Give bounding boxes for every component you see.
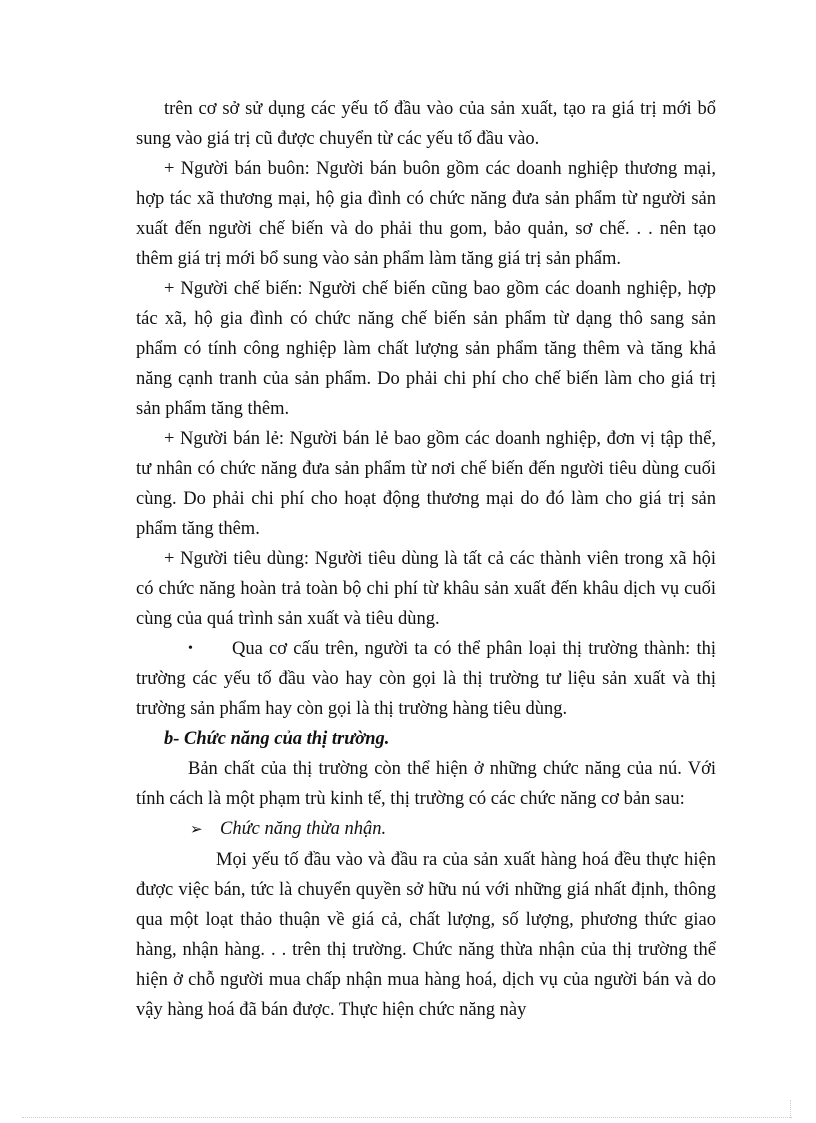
section-heading: b- Chức năng của thị trường. [164, 729, 390, 749]
arrow-bullet-icon: ➢ [190, 822, 203, 838]
paragraph-consumer: + Người tiêu dùng: Người tiêu dùng là tất cả các thành viên trong xã hội có chức năng hoàn trả toàn bộ chi phí từ khâu sản xuất đến khâu dịch vụ cuối cùng của quá trình sản xuất và tiêu dùng. [136, 549, 716, 629]
paragraph-value-added: trên cơ sở sử dụng các yếu tố đầu vào của sản xuất, tạo ra giá trị mới bổ sung vào giá trị cũ được chuyển từ các yếu tố đầu vào. [136, 99, 716, 149]
document-body [136, 94, 716, 1025]
paragraph-wholesaler: + Người bán buôn: Người bán buôn gồm các doanh nghiệp thương mại, hợp tác xã thương mại, hộ gia đình có chức năng đưa sản phẩm từ người sản xuất đến người chế biến và do phải thu gom, bảo quản, sơ chế. . . nên tạo thêm giá trị mới bổ sung vào sản phẩm làm tăng giá trị sản phẩm. [136, 159, 716, 269]
bullet-icon: • [188, 641, 193, 656]
page-corner-mark [790, 1100, 792, 1118]
bullet-paragraph-market-classification [136, 634, 716, 724]
paragraph-recognition-function: Mọi yếu tố đầu vào và đầu ra của sản xuất hàng hoá đều thực hiện được việc bán, tức là chuyển quyền sở hữu nú với những giá nhất định, thông qua một loạt thảo thuận về giá cả, chất lượng, số lượng, phương thức giao hàng, nhận hàng. . . trên thị trường. Chức năng thừa nhận của thị trường thể hiện ở chỗ người mua chấp nhận mua hàng hoá, dịch vụ của người bán và do vậy hàng hoá đã bán được. Thực hiện chức năng này [136, 850, 716, 1020]
paragraph-market-nature: Bản chất của thị trường còn thể hiện ở những chức năng của nú. Với tính cách là một phạm trù kinh tế, thị trường có các chức năng cơ bản sau: [136, 759, 716, 809]
bullet-paragraph-text: Qua cơ cấu trên, người ta có thể phân loại thị trường thành: thị trường các yếu tố đầu vào hay còn gọi là thị trường tư liệu sản xuất và thị trường sản phẩm hay còn gọi là thị trường hàng tiêu dùng. [136, 639, 716, 719]
page-bottom-border [22, 1117, 792, 1118]
arrow-list-item [136, 814, 716, 845]
arrow-list-item-text: Chức năng thừa nhận. [220, 819, 387, 839]
paragraph-processor: + Người chế biến: Người chế biến cũng bao gồm các doanh nghiệp, hợp tác xã, hộ gia đình có chức năng chế biến sản phẩm từ dạng thô sang sản phẩm có tính công nghiệp làm chất lượng sản phẩm tăng thêm và tăng khả năng cạnh tranh của sản phẩm. Do phải chi phí cho chế biến làm cho giá trị sản phẩm tăng thêm. [136, 279, 716, 419]
paragraph-retailer: + Người bán lẻ: Người bán lẻ bao gồm các doanh nghiệp, đơn vị tập thể, tư nhân có chức năng đưa sản phẩm từ nơi chế biến đến người tiêu dùng cuối cùng. Do phải chi phí cho hoạt động thương mại do đó làm cho giá trị sản phẩm tăng thêm. [136, 429, 716, 539]
